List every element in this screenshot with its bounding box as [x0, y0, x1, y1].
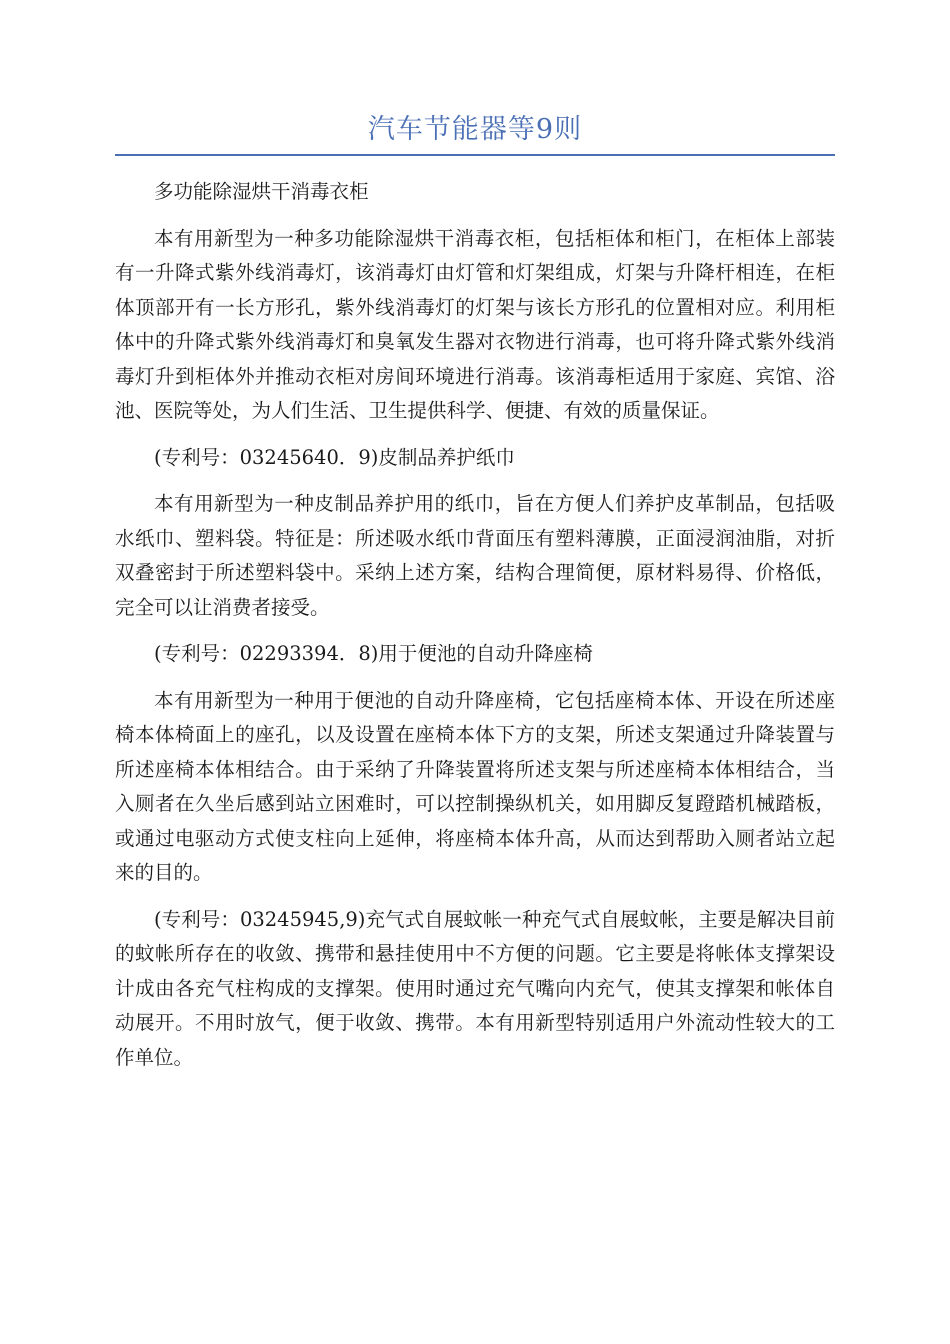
paragraph-heading-1: 多功能除湿烘干消毒衣柜 [154, 180, 369, 203]
paragraph-heading-3: (专利号：02293394．8)用于便池的自动升降座椅 [154, 642, 593, 665]
title-divider [115, 154, 835, 156]
paragraph-1: 本有用新型为一种多功能除湿烘干消毒衣柜，包括柜体和柜门，在柜体上部装有一升降式紫外线消毒灯，该消毒灯由灯管和灯架组成，灯架与升降杆相连，在柜体顶部开有一长方形孔，紫外线消毒灯的灯架与该长方形孔的位置相对应。利用柜体中的升降式紫外线消毒灯和臭氧发生器对衣物进行消毒，也可将升降式紫外线消毒灯升到柜体外并推动衣柜对房间环境进行消毒。该消毒柜适用于家庭、宾馆、浴池、医院等处，为人们生活、卫生提供科学、便捷、有效的质量保证。 [115, 226, 835, 422]
paragraph-4: (专利号：03245945,9)充气式自展蚊帐一种充气式自展蚊帐，主要是解决目前的蚊帐所存在的收敛、携带和悬挂使用中不方便的问题。它主要是将帐体支撑架设计成由各充气柱构成的支撑架。使用时通过充气嘴向内充气，使其支撑架和帐体自动展开。不用时放气，便于收敛、携带。本有用新型特别适用户外流动性较大的工作单位。 [115, 907, 835, 1069]
document-title: 汽车节能器等9则 [367, 114, 583, 145]
paragraph-3: 本有用新型为一种用于便池的自动升降座椅，它包括座椅本体、开设在所述座椅本体椅面上的座孔，以及设置在座椅本体下方的支架，所述支架通过升降装置与所述座椅本体相结合。由于采纳了升降装置将所述支架与所述座椅本体相结合，当入厕者在久坐后感到站立困难时，可以控制操纵机关，如用脚反复蹬踏机械踏板，或通过电驱动方式使支柱向上延伸，将座椅本体升高，从而达到帮助入厕者站立起来的目的。 [115, 688, 835, 884]
document-body [115, 175, 835, 1087]
paragraph-heading-2: (专利号：03245640．9)皮制品养护纸巾 [154, 445, 515, 469]
paragraph-2: 本有用新型为一种皮制品养护用的纸巾，旨在方便人们养护皮革制品，包括吸水纸巾、塑料袋。特征是：所述吸水纸巾背面压有塑料薄膜，正面浸润油脂，对折双叠密封于所述塑料袋中。采纳上述方案，结构合理简便，原材料易得、价格低，完全可以让消费者接受。 [115, 492, 835, 619]
